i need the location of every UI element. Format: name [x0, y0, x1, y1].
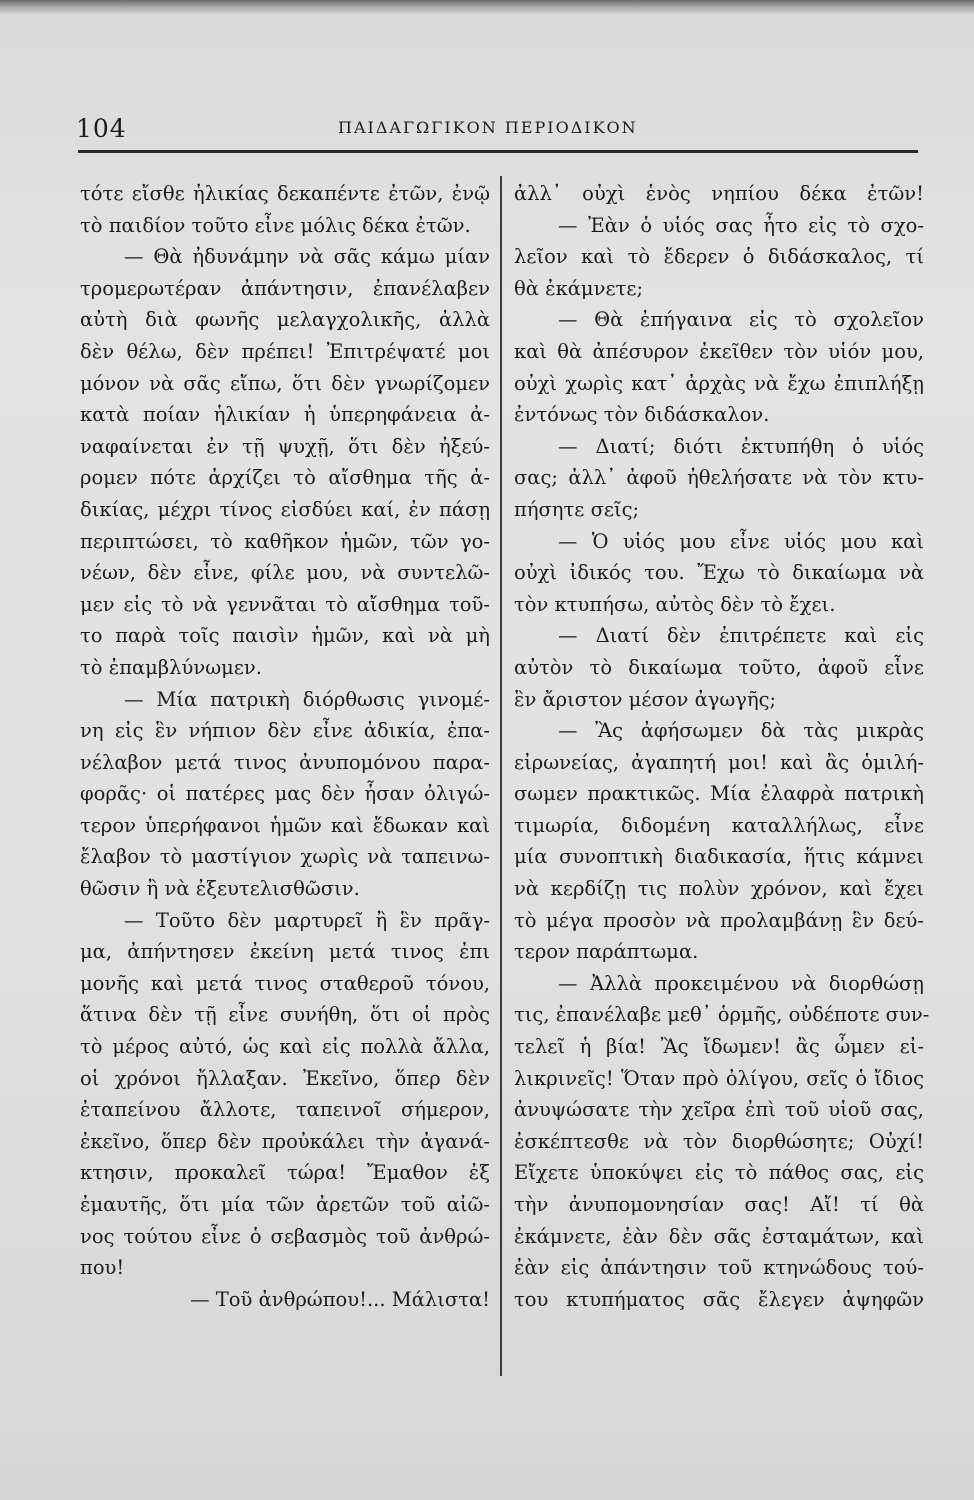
column-divider: [500, 176, 502, 1376]
text-line: κατὰ ποίαν ἡλικίαν ἡ ὑπερηφάνεια ἀ-: [80, 403, 490, 427]
journal-title: ΠΑΙΔΑΓΩΓΙΚΟΝ ΠΕΡΙΟΔΙΚΟΝ: [338, 118, 638, 137]
text-line: κτησιν, προκαλεῖ τώρα! Ἔμαθον ἐξ: [80, 1161, 490, 1185]
text-line: — Διατί; διότι ἐκτυπήθη ὁ υἱός: [558, 434, 924, 458]
text-line: θῶσιν ἢ νὰ ἐξευτελισθῶσιν.: [80, 877, 360, 901]
text-line: ἐκεῖνο, ὅπερ δὲν προὐκάλει τὴν ἀγανά-: [80, 1129, 490, 1153]
text-line: ἐντόνως τὸν διδάσκαλον.: [514, 403, 770, 427]
text-line: ἐσκέπτεσθε νὰ τὸν διορθώσητε; Οὐχί!: [514, 1129, 924, 1153]
text-line: οἱ χρόνοι ἤλλαξαν. Ἐκεῖνο, ὅπερ δὲν: [80, 1066, 490, 1090]
text-line: — Τοῦ ἀνθρώπου!... Μάλιστα!: [190, 1287, 490, 1311]
text-line: οὐχὶ χωρὶς κατ᾽ ἀρχὰς νὰ ἔχω ἐπιπλήξῃ: [514, 371, 924, 395]
text-line: καὶ θὰ ἀπέσυρον ἐκεῖθεν τὸν υἱόν μου,: [514, 339, 924, 363]
text-line: δικίας, μέχρι τίνος εἰσδύει καί, ἐν πάσῃ: [80, 497, 490, 521]
text-line: τρομερωτέραν ἀπάντησιν, ἐπανέλαβεν: [80, 276, 490, 300]
text-line: το παρὰ τοῖς παισὶν ἡμῶν, καὶ νὰ μὴ: [80, 624, 490, 648]
text-line: τότε εἴσθε ἡλικίας δεκαπέντε ἐτῶν, ἐνῷ: [80, 182, 490, 205]
right-column: [514, 178, 930, 1315]
text-line: ἐκάμνετε, ἐὰν δὲν σᾶς ἐσταμάτων, καὶ: [514, 1224, 924, 1248]
text-line: τὸ παιδίον τοῦτο εἶνε μόλις δέκα ἐτῶν.: [80, 213, 471, 237]
text-line: νη εἰς ἓν νήπιον δὲν εἶνε ἀδικία, ἐπα-: [80, 719, 490, 743]
text-line: τερον παράπτωμα.: [514, 940, 699, 964]
text-line: μόνον νὰ σᾶς εἴπω, ὅτι δὲν γνωρίζομεν: [80, 371, 490, 395]
text-line: μα, ἀπήντησεν ἐκείνη μετά τινος ἐπι: [80, 940, 490, 964]
text-line: — Ἂς ἀφήσωμεν δὰ τὰς μικρὰς: [558, 719, 924, 743]
text-line: αὐτὸν τὸ δικαίωμα τοῦτο, ἀφοῦ εἶνε: [514, 655, 924, 679]
text-line: ἀλλ᾽ οὐχὶ ἑνὸς νηπίου δέκα ἐτῶν!: [514, 182, 924, 205]
text-line: νέλαβον μετά τινος ἀνυπομόνου παρα-: [80, 750, 490, 774]
text-line: ἓν ἄριστον μέσον ἀγωγῆς;: [514, 687, 777, 711]
text-line: ρομεν πότε ἀρχίζει τὸ αἴσθημα τῆς ἀ-: [80, 466, 490, 490]
text-line: ἐταπείνου ἄλλοτε, ταπεινοῖ σήμερον,: [80, 1098, 490, 1122]
text-line: ναφαίνεται ἐν τῇ ψυχῇ, ὅτι δὲν ἠξεύ-: [80, 434, 490, 458]
text-line: — Διατί δὲν ἐπιτρέπετε καὶ εἰς: [558, 624, 924, 648]
text-line: περιπτώσει, τὸ καθῆκον ἡμῶν, τῶν γο-: [80, 529, 490, 553]
text-line: Εἴχετε ὑποκύψει εἰς τὸ πάθος σας, εἰς: [514, 1161, 924, 1185]
page-number: 104: [76, 114, 127, 143]
text-line: οὐχὶ ἰδικός του. Ἔχω τὸ δικαίωμα νὰ: [514, 561, 924, 585]
text-line: σας; ἀλλ᾽ ἀφοῦ ἠθελήσατε νὰ τὸν κτυ-: [514, 466, 924, 490]
text-line: ἔλαβον τὸ μαστίγιον χωρὶς νὰ ταπεινω-: [80, 845, 490, 869]
text-line: νὰ κερδίζῃ τις πολὺν χρόνον, καὶ ἔχει: [514, 877, 924, 901]
text-line: — Ἐὰν ὁ υἱός σας ἦτο εἰς τὸ σχο-: [558, 213, 924, 237]
text-line: — Ἀλλὰ προκειμένου νὰ διορθώσῃ: [558, 971, 924, 995]
text-line: φορᾶς· οἱ πατέρες μας δὲν ἦσαν ὀλιγώ-: [80, 782, 490, 806]
text-line: λικρινεῖς! Ὅταν πρὸ ὀλίγου, σεῖς ὁ ἴδιος: [514, 1066, 924, 1090]
text-line: δὲν θέλω, δὲν πρέπει! Ἐπιτρέψατέ μοι: [80, 339, 490, 363]
left-column: [80, 178, 490, 1315]
text-line: ἐὰν εἰς ἀπάντησιν τοῦ κτηνώδους τού-: [514, 1256, 924, 1280]
text-line: του κτυπήματος σᾶς ἔλεγεν ἀψηφῶν: [514, 1287, 924, 1311]
text-line: τὴν ἀνυπομονησίαν σας! Αἴ! τί θὰ: [514, 1193, 924, 1216]
text-line: ἐμαυτῆς, ὅτι μία τῶν ἀρετῶν τοῦ αἰῶ-: [80, 1193, 490, 1216]
text-line: ἀνυψώσατε τὴν χεῖρα ἐπὶ τοῦ υἱοῦ σας,: [514, 1098, 924, 1122]
text-line: τὸ ἐπαμβλύνωμεν.: [80, 655, 262, 679]
text-line: θὰ ἐκάμνετε;: [514, 276, 644, 300]
text-line: — Μία πατρικὴ διόρθωσις γινομέ-: [124, 687, 490, 711]
text-line: τὸ μέρος αὐτό, ὡς καὶ εἰς πολλὰ ἄλλα,: [80, 1035, 490, 1059]
text-line: σωμεν πρακτικῶς. Μία ἐλαφρὰ πατρικὴ: [514, 782, 924, 806]
text-line: νέων, δὲν εἶνε, φίλε μου, νὰ συντελῶ-: [80, 561, 490, 585]
text-line: μεν εἰς τὸ νὰ γεννᾶται τὸ αἴσθημα τοῦ-: [80, 592, 490, 616]
text-line: πήσητε σεῖς;: [514, 497, 640, 521]
text-line: τὸ μέγα προσὸν νὰ προλαμβάνῃ ἓν δεύ-: [514, 908, 924, 932]
text-line: μία συνοπτικὴ διαδικασία, ἥτις κάμνει: [514, 845, 924, 869]
text-line: — Θὰ ἐπήγαινα εἰς τὸ σχολεῖον: [558, 308, 924, 332]
text-line: — Τοῦτο δὲν μαρτυρεῖ ἢ ἓν πρᾶγ-: [124, 908, 490, 932]
text-line: εἰρωνείας, ἀγαπητή μοι! καὶ ἂς ὁμιλή-: [514, 750, 924, 774]
text-line: τελεῖ ἡ βία! Ἂς ἴδωμεν! ἂς ὦμεν εἰ-: [514, 1035, 924, 1059]
text-line: — Ὁ υἱός μου εἶνε υἱός μου καὶ: [558, 529, 924, 553]
header-rule: [78, 150, 918, 153]
text-line: τερον ὑπερήφανοι ἡμῶν καὶ ἔδωκαν καὶ: [80, 813, 490, 837]
text-line: που!: [80, 1256, 125, 1280]
text-line: τις, ἐπανέλαβε μεθ᾽ ὁρμῆς, οὐδέποτε συν-: [514, 1003, 930, 1027]
text-line: νος τούτου εἶνε ὁ σεβασμὸς τοῦ ἀνθρώ-: [80, 1224, 490, 1248]
text-line: τὸν κτυπήσω, αὐτὸς δὲν τὸ ἔχει.: [514, 592, 836, 616]
text-line: — Θὰ ἠδυνάμην νὰ σᾶς κάμω μίαν: [124, 245, 490, 269]
page-top-edge: [0, 0, 974, 14]
text-line: μονῆς καὶ μετά τινος σταθεροῦ τόνου,: [80, 971, 490, 995]
text-line: ἅτινα δὲν τῇ εἶνε συνήθη, ὅτι οἱ πρὸς: [80, 1003, 490, 1027]
running-head: [76, 110, 918, 150]
text-line: τιμωρία, διδομένη καταλλήλως, εἶνε: [514, 813, 924, 837]
text-line: λεῖον καὶ τὸ ἔδερεν ὁ διδάσκαλος, τί: [514, 245, 924, 269]
text-line: αὐτὴ διὰ φωνῆς μελαγχολικῆς, ἀλλὰ: [80, 308, 490, 332]
